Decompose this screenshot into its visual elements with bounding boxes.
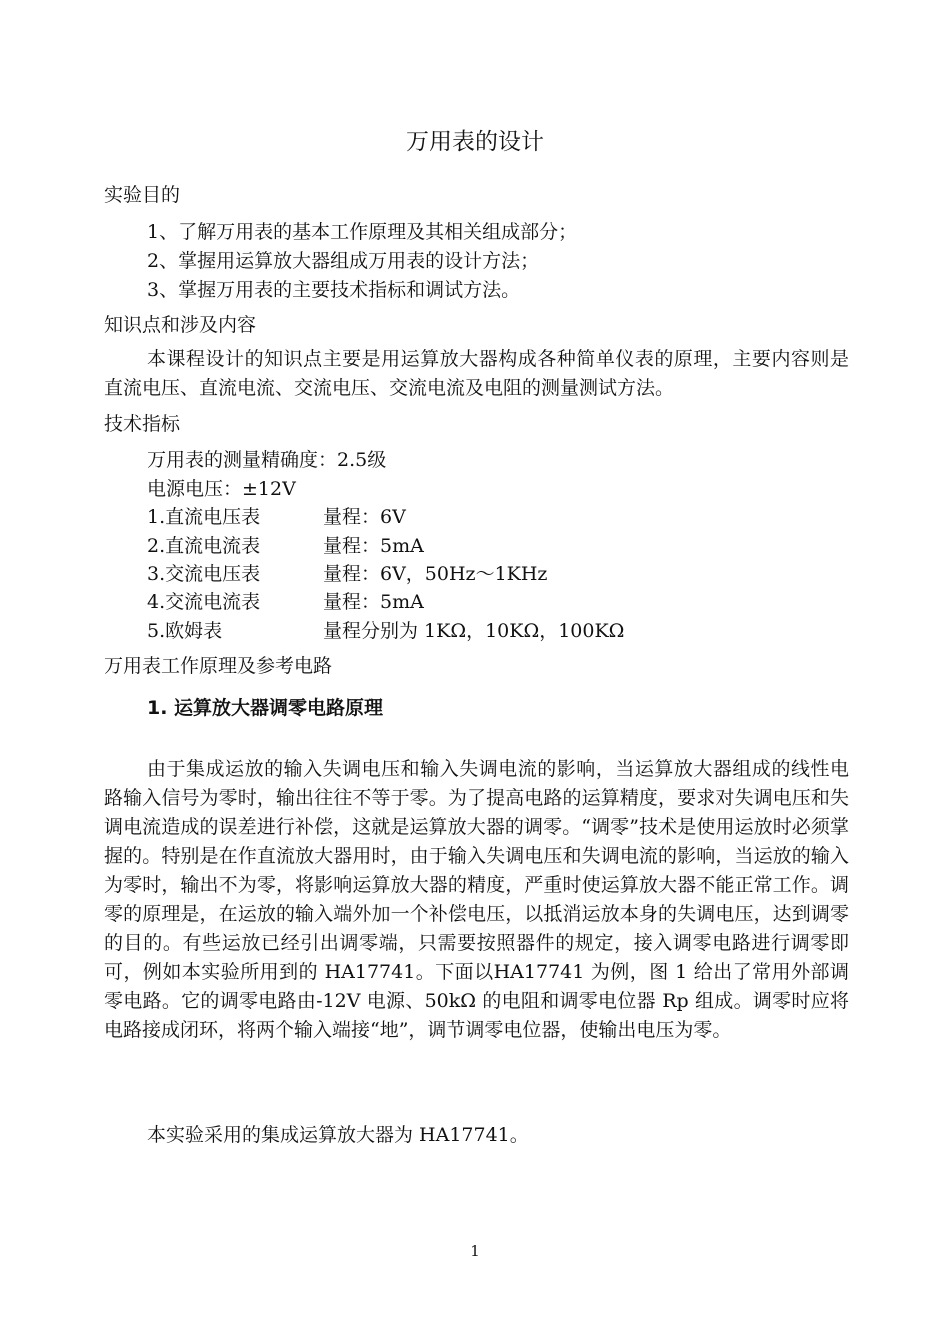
purpose-item-1: 1、了解万用表的基本工作原理及其相关组成部分； <box>147 221 578 243</box>
meter-name: 3.交流电压表 <box>147 563 261 585</box>
meter-range: 量程：6V <box>323 506 406 528</box>
meter-name: 5.欧姆表 <box>147 620 223 642</box>
purpose-item-3: 3、掌握万用表的主要技术指标和调试方法。 <box>147 279 521 301</box>
spec-accuracy: 万用表的测量精确度：2.5级 <box>147 449 387 471</box>
principle-heading: 万用表工作原理及参考电路 <box>104 655 333 677</box>
specs-heading: 技术指标 <box>104 413 181 435</box>
meter-range: 量程：6V，50Hz～1KHz <box>323 563 548 585</box>
meter-range: 量程：5mA <box>323 535 424 557</box>
knowledge-paragraph: 本课程设计的知识点主要是用运算放大器构成各种简单仪表的原理，主要内容则是直流电压、直流电流、交流电压、交流电流及电阻的测量测试方法。 <box>104 348 849 399</box>
meter-name: 2.直流电流表 <box>147 535 261 557</box>
page-title: 万用表的设计 <box>406 129 544 155</box>
spec-power: 电源电压：±12V <box>147 478 296 500</box>
principle-subheading: 1. 运算放大器调零电路原理 <box>147 697 384 719</box>
principle-paragraph-1: 由于集成运放的输入失调电压和输入失调电流的影响，当运算放大器组成的线性电路输入信号为零时，输出往往不等于零。为了提高电路的运算精度，要求对失调电压和失调电流造成的误差进行补偿，这就是运算放大器的调零。“调零”技术是使用运放时必须掌握的。特别是在作直流放大器用时，由于输入失调电压和失调电流的影响，当运放的输入为零时，输出不为零，将影响运算放大器的精度，严重时使运算放大器不能正常工作。调零的原理是，在运放的输入端外加一个补偿电压，以抵消运放本身的失调电压，达到调零的目的。有些运放已经引出调零端，只需要按照器件的规定，接入调零电路进行调零即可，例如本实验所用到的 HA17741。下面以HA17741 为例，图 1 给出了常用外部调零电路。它的调零电路由-12V 电源、50kΩ 的电阻和调零电位器 Rp 组成。调零时应将电路接成闭环，将两个输入端接“地”，调节调零电位器，使输出电压为零。 <box>104 758 849 1041</box>
meter-range: 量程：5mA <box>323 591 424 613</box>
meter-name: 4.交流电流表 <box>147 591 261 613</box>
purpose-item-2: 2、掌握用运算放大器组成万用表的设计方法； <box>147 250 540 272</box>
principle-paragraph-2: 本实验采用的集成运算放大器为 HA17741。 <box>147 1124 529 1146</box>
meter-range: 量程分别为 1KΩ，10KΩ，100KΩ <box>323 620 625 642</box>
purpose-heading: 实验目的 <box>104 184 181 206</box>
page-number: 1 <box>470 1242 480 1260</box>
meter-name: 1.直流电压表 <box>147 506 261 528</box>
knowledge-heading: 知识点和涉及内容 <box>104 314 257 336</box>
